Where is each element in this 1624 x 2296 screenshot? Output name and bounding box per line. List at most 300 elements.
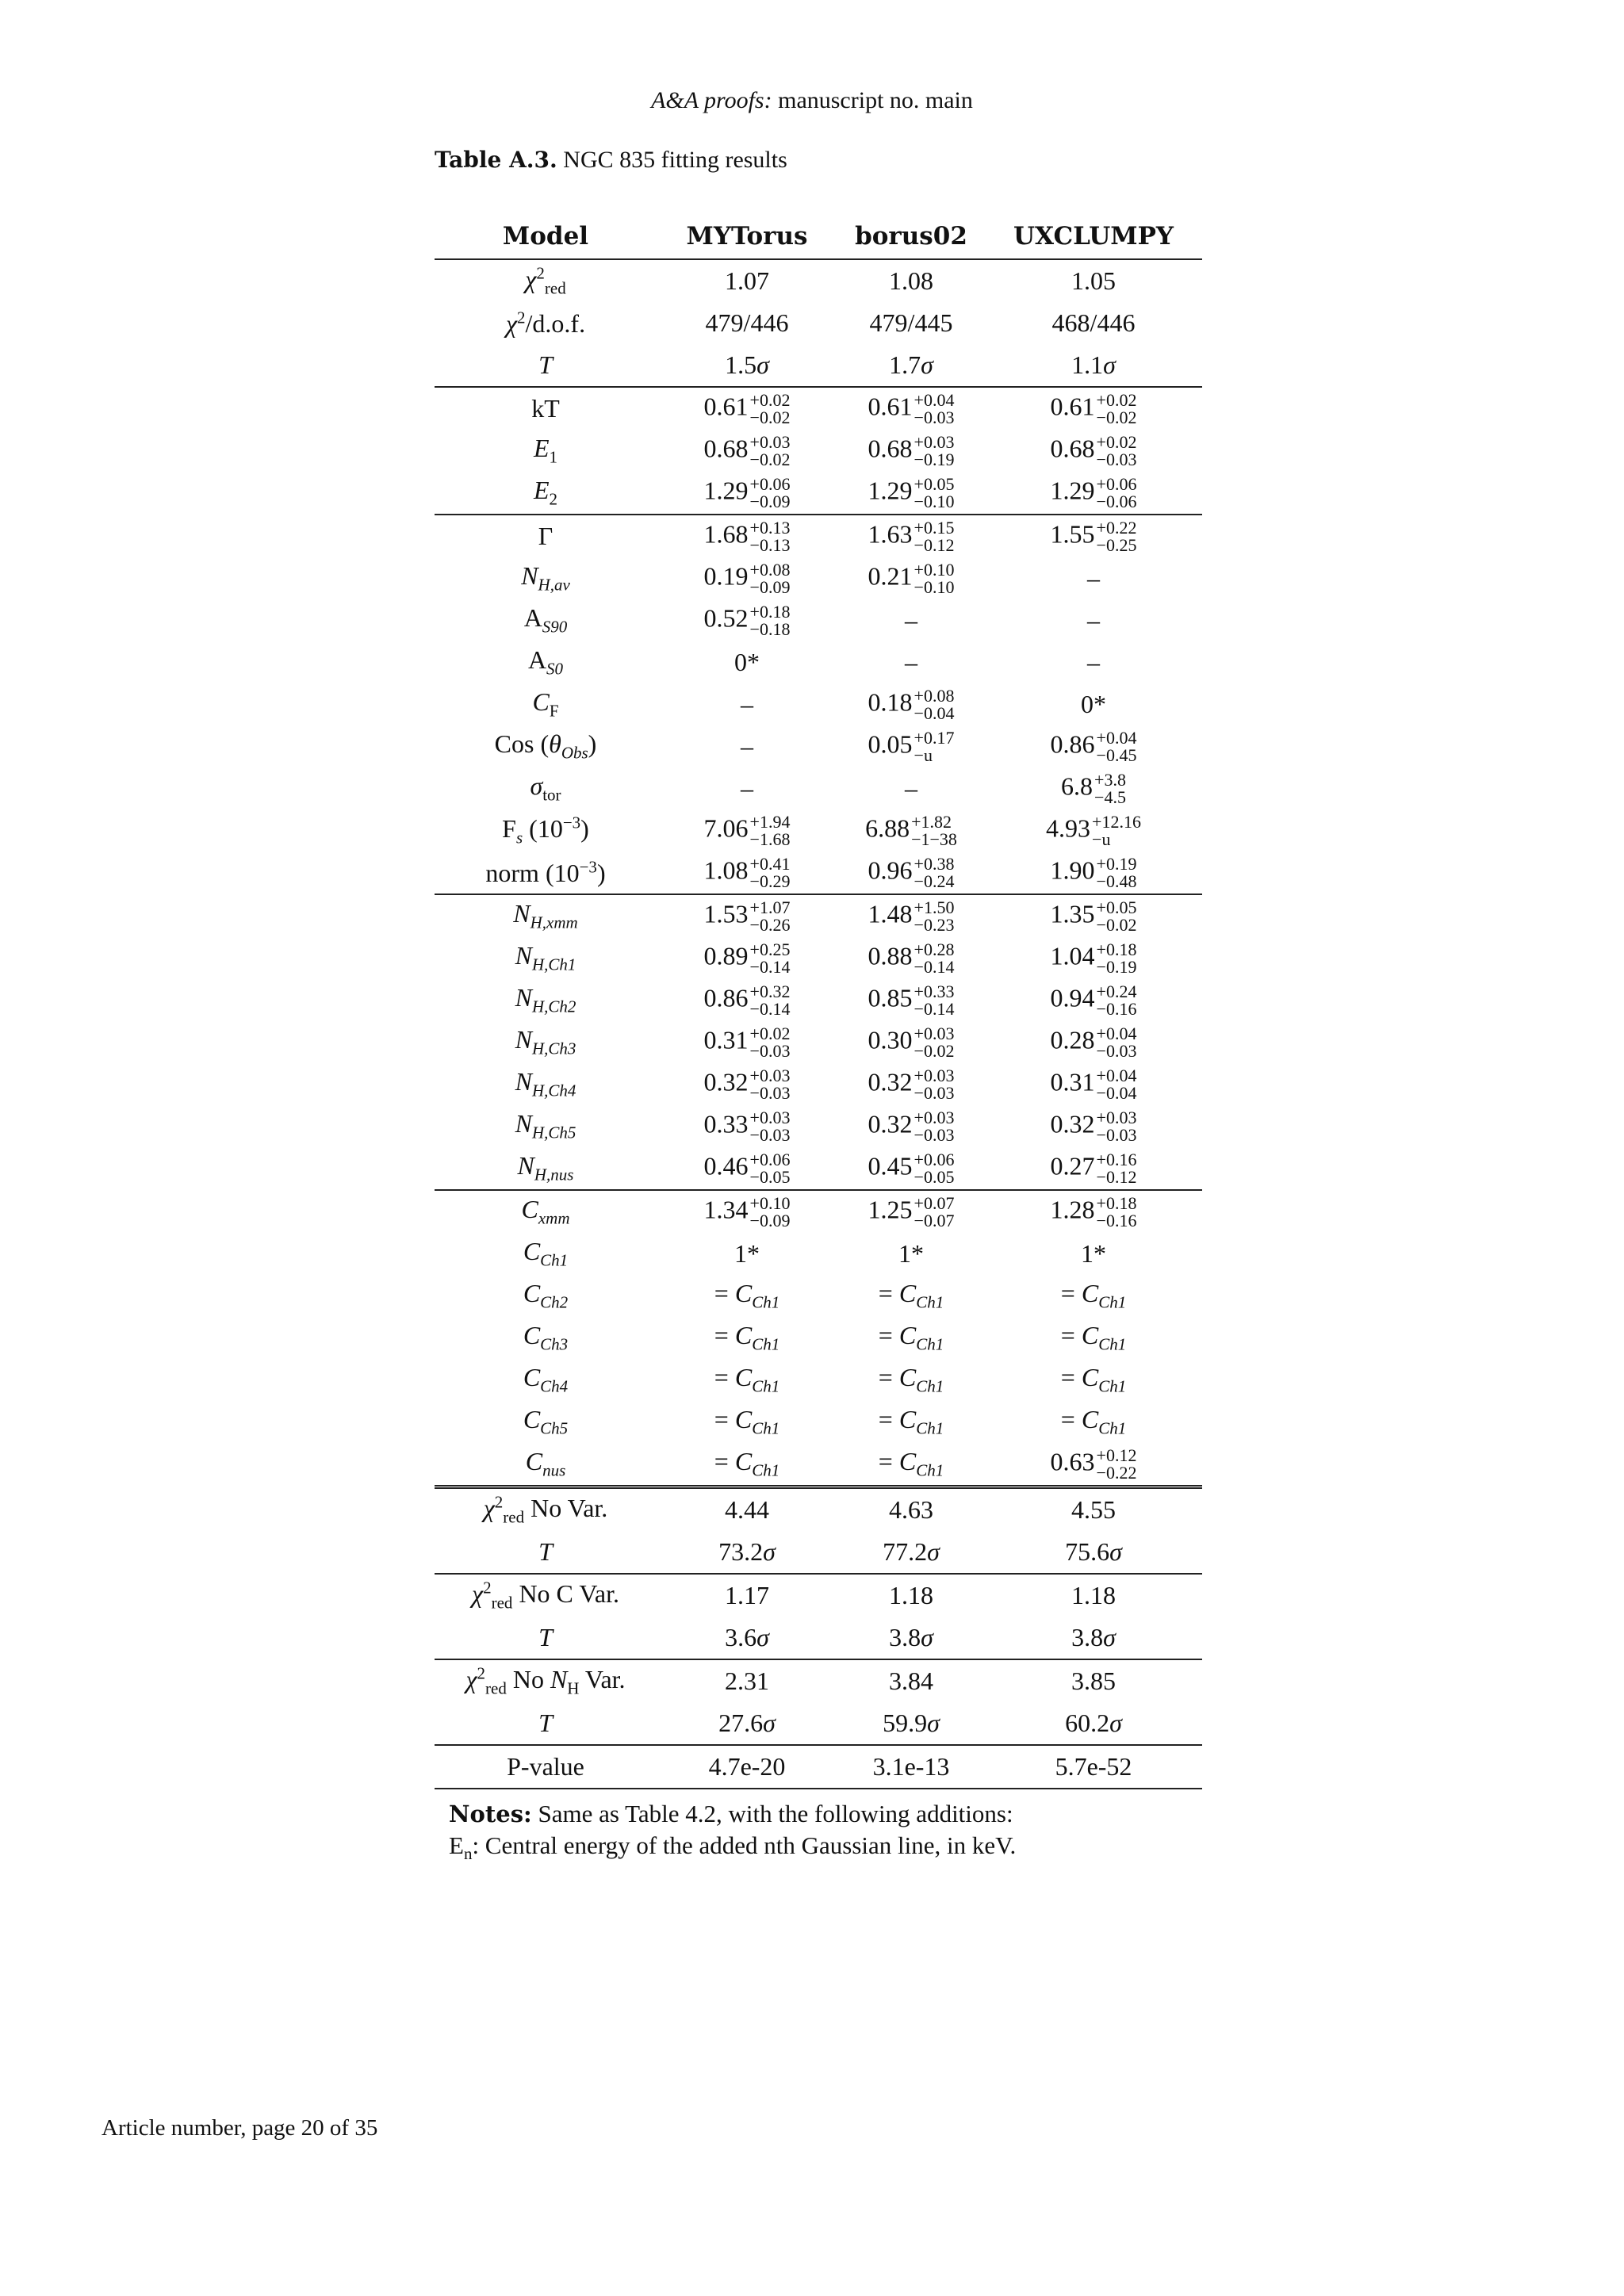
- value-with-errors: [868, 1025, 955, 1060]
- param-text: A: [523, 603, 542, 633]
- value-errors: [911, 813, 957, 848]
- value-base: 0.86: [1050, 729, 1095, 758]
- tied-subscript: Ch1: [752, 1376, 780, 1396]
- upper-error: +0.10: [749, 1192, 791, 1213]
- param-subscript: S90: [542, 617, 568, 637]
- param-text: No Var.: [524, 1494, 608, 1523]
- uxclumpy-cell: [985, 1317, 1202, 1359]
- value-text: –: [741, 732, 753, 760]
- lower-error: −u: [1092, 828, 1111, 849]
- value-errors: [1096, 473, 1137, 511]
- lower-error: −0.05: [749, 1166, 791, 1187]
- sigma-number: 27.6: [718, 1709, 764, 1737]
- table-row: [435, 1574, 1202, 1617]
- lower-error: −0.03: [749, 1082, 791, 1103]
- param-text: Cos (: [494, 729, 550, 759]
- param-label: [515, 983, 576, 1016]
- value-text: –: [741, 690, 753, 718]
- lower-error: −0.09: [749, 1210, 791, 1230]
- tied-symbol: C: [734, 1321, 753, 1350]
- value-errors: [1097, 899, 1137, 934]
- upper-error: +0.03: [914, 431, 955, 452]
- table-row: [435, 1147, 1202, 1190]
- mytorus-cell: [657, 1233, 837, 1275]
- upper-error: +0.06: [749, 1149, 791, 1169]
- param-subscript: H,Ch2: [531, 997, 576, 1016]
- lower-error: −0.12: [1096, 1166, 1137, 1187]
- value-errors: [914, 1109, 955, 1144]
- value-base: 0.52: [703, 603, 749, 632]
- param-superscript: 2: [494, 1492, 504, 1512]
- table-row: [435, 851, 1202, 894]
- tied-symbol: C: [898, 1447, 917, 1476]
- param-text: F: [502, 814, 516, 844]
- table-row: [435, 1617, 1202, 1659]
- table-row: [435, 937, 1202, 979]
- value-text: 479/446: [705, 308, 789, 337]
- value-text: –: [1087, 564, 1100, 592]
- equals-sign: =: [1060, 1279, 1082, 1308]
- tied-subscript: Ch1: [752, 1460, 780, 1480]
- tied-subscript: Ch1: [916, 1292, 944, 1312]
- value-errors: [914, 1067, 955, 1102]
- value-with-errors: [1050, 473, 1137, 511]
- notes-line-2: : Central energy of the added nth Gaussian line, in keV.: [472, 1831, 1017, 1859]
- sigma-symbol: σ: [763, 1537, 776, 1566]
- param-label: [506, 309, 585, 338]
- param-subscript: tor: [542, 785, 561, 805]
- value-errors: [914, 431, 955, 469]
- lower-error: −0.04: [1096, 1082, 1137, 1103]
- value-with-errors: [1051, 1109, 1137, 1144]
- upper-error: +0.07: [914, 1192, 955, 1213]
- borus02-cell: [837, 302, 985, 344]
- param-subscript: s: [515, 828, 523, 848]
- upper-error: +1.50: [914, 897, 955, 917]
- upper-error: +0.03: [749, 1065, 791, 1085]
- value-base: 1.29: [1050, 475, 1095, 504]
- borus02-cell: [837, 472, 985, 515]
- param-label: [515, 1109, 576, 1142]
- table-header-row: [435, 214, 1202, 259]
- sigma-value: [725, 1623, 769, 1651]
- param-cell: [435, 641, 657, 683]
- mytorus-cell: [657, 1021, 837, 1063]
- equals-sign: =: [878, 1447, 899, 1476]
- col-header-borus02: borus02: [837, 214, 985, 259]
- uxclumpy-cell: [985, 1063, 1202, 1105]
- value-text: 1.18: [1071, 1581, 1116, 1609]
- param-cell: [435, 302, 657, 344]
- uxclumpy-cell: [985, 809, 1202, 851]
- table-row: [435, 1063, 1202, 1105]
- tied-value: [1060, 1405, 1127, 1438]
- lower-error: −0.14: [914, 956, 955, 977]
- value-errors: [1096, 1192, 1137, 1230]
- value-errors: [1097, 941, 1137, 976]
- value-text: 4.44: [725, 1495, 769, 1524]
- lower-error: −4.5: [1094, 786, 1126, 807]
- value-errors: [914, 729, 955, 764]
- lower-error: −0.10: [914, 491, 955, 511]
- param-symbol: C: [523, 1237, 541, 1266]
- upper-error: +0.04: [1096, 1023, 1137, 1043]
- mytorus-cell: [657, 851, 837, 894]
- borus02-cell: [837, 259, 985, 302]
- sigma-value: [725, 350, 769, 379]
- uxclumpy-cell: [985, 979, 1202, 1021]
- value-with-errors: [868, 473, 955, 511]
- value-base: 0.94: [1050, 982, 1095, 1012]
- page-footer: Article number, page 20 of 35: [102, 2115, 378, 2141]
- param-label: [523, 603, 568, 637]
- value-with-errors: [868, 983, 955, 1018]
- param-cell: [435, 1359, 657, 1401]
- param-text: P-value: [507, 1752, 584, 1781]
- mytorus-cell: [657, 683, 837, 725]
- value-with-errors: [704, 519, 791, 554]
- lower-error: −1.68: [749, 828, 791, 849]
- upper-error: +0.19: [1096, 853, 1137, 874]
- table-row: [435, 1021, 1202, 1063]
- param-cell: [435, 1659, 657, 1702]
- param-subscript: Obs: [561, 743, 588, 763]
- value-base: 1.28: [1050, 1194, 1095, 1223]
- table-row: [435, 809, 1202, 851]
- param-text: Γ: [538, 522, 553, 550]
- uxclumpy-cell: [985, 1745, 1202, 1789]
- value-base: 0.31: [703, 1024, 749, 1054]
- upper-error: +0.15: [914, 517, 955, 538]
- tied-value: [714, 1363, 780, 1396]
- param-subscript: xmm: [538, 1208, 570, 1228]
- param-text: ): [580, 814, 589, 844]
- value-text: –: [905, 774, 917, 802]
- value-base: 0.32: [1050, 1108, 1095, 1138]
- sigma-number: 3.6: [725, 1623, 757, 1651]
- param-text: No: [506, 1665, 550, 1694]
- value-text: 1.07: [725, 266, 769, 295]
- param-label: [525, 263, 566, 298]
- value-errors: [750, 603, 791, 638]
- param-symbol: C: [523, 1405, 541, 1434]
- value-errors: [1092, 813, 1141, 848]
- value-with-errors: [1050, 431, 1137, 469]
- value-with-errors: [704, 603, 791, 638]
- sigma-number: 1.5: [725, 350, 757, 379]
- param-symbol: θ: [549, 729, 561, 759]
- table-row: [435, 1443, 1202, 1487]
- mytorus-cell: [657, 472, 837, 515]
- value-base: 1.35: [1050, 898, 1095, 928]
- mytorus-cell: [657, 387, 837, 430]
- table-notes: [449, 1798, 1016, 1869]
- value-errors: [749, 431, 791, 469]
- upper-error: +0.04: [914, 389, 955, 410]
- col-header-uxclumpy: UXCLUMPY: [985, 214, 1202, 259]
- value-text: 4.55: [1071, 1495, 1116, 1524]
- borus02-cell: [837, 1487, 985, 1532]
- upper-error: +0.03: [749, 1107, 791, 1127]
- mytorus-cell: [657, 641, 837, 683]
- table-row: [435, 683, 1202, 725]
- param-cell: [435, 387, 657, 430]
- value-with-errors: [1051, 899, 1137, 934]
- param-text: (10: [523, 814, 563, 844]
- borus02-cell: [837, 1105, 985, 1147]
- uxclumpy-cell: [985, 1359, 1202, 1401]
- value-base: 1.48: [868, 898, 913, 928]
- borus02-cell: [837, 344, 985, 387]
- value-errors: [1097, 855, 1137, 890]
- value-errors: [1094, 771, 1126, 806]
- param-text: norm (10: [485, 858, 580, 887]
- param-cell: [435, 1063, 657, 1105]
- chi-symbol: χ: [483, 1494, 495, 1523]
- equals-sign: =: [1060, 1321, 1082, 1350]
- value-errors: [750, 899, 791, 934]
- value-text: 2.31: [725, 1667, 769, 1695]
- param-symbol: E: [533, 476, 550, 505]
- value-errors: [1097, 1067, 1137, 1102]
- lower-error: −0.02: [1096, 914, 1137, 935]
- value-base: 1.68: [703, 519, 749, 548]
- uxclumpy-cell: [985, 894, 1202, 937]
- param-symbol: C: [523, 1321, 541, 1350]
- param-label: [483, 1492, 608, 1527]
- table-title: NGC 835 fitting results: [563, 147, 787, 173]
- tied-value: [714, 1321, 780, 1354]
- param-cell: [435, 1574, 657, 1617]
- table-row: [435, 1317, 1202, 1359]
- equals-sign: =: [1060, 1363, 1082, 1392]
- mytorus-cell: [657, 599, 837, 641]
- value-errors: [1097, 983, 1137, 1018]
- value-base: 0.46: [703, 1150, 749, 1180]
- value-base: 0.68: [1050, 433, 1095, 462]
- sigma-value: [718, 1537, 776, 1566]
- value-text: 3.84: [889, 1667, 933, 1695]
- value-errors: [914, 389, 955, 427]
- param-symbol: N: [550, 1665, 568, 1694]
- value-with-errors: [868, 1067, 955, 1102]
- param-symbol: C: [523, 1279, 541, 1308]
- uxclumpy-cell: [985, 1021, 1202, 1063]
- upper-error: +0.32: [749, 981, 791, 1001]
- value-base: 0.32: [868, 1108, 913, 1138]
- value-with-errors: [868, 899, 955, 934]
- tied-symbol: C: [1081, 1321, 1099, 1350]
- value-errors: [914, 1151, 955, 1186]
- table-row: [435, 1487, 1202, 1532]
- uxclumpy-cell: [985, 683, 1202, 725]
- param-superscript: 2: [517, 308, 526, 327]
- value-text: 4.63: [889, 1495, 933, 1524]
- lower-error: −0.23: [914, 914, 955, 935]
- tied-value: [878, 1447, 944, 1480]
- borus02-cell: [837, 599, 985, 641]
- equals-sign: =: [878, 1363, 899, 1392]
- param-label: [538, 1537, 553, 1566]
- upper-error: +1.82: [911, 811, 952, 832]
- lower-error: −0.16: [1096, 1210, 1137, 1230]
- value-errors: [1097, 1109, 1137, 1144]
- lower-error: −0.02: [914, 1040, 955, 1061]
- param-cell: [435, 430, 657, 472]
- uxclumpy-cell: [985, 1702, 1202, 1745]
- param-subscript: S0: [546, 659, 564, 679]
- param-cell: [435, 1401, 657, 1443]
- tied-symbol: C: [734, 1405, 753, 1434]
- upper-error: +0.08: [914, 685, 955, 706]
- uxclumpy-cell: [985, 1659, 1202, 1702]
- param-label: [465, 1663, 626, 1698]
- value-base: 0.05: [868, 729, 913, 758]
- lower-error: −0.02: [749, 449, 791, 469]
- value-base: 0.31: [1050, 1066, 1095, 1096]
- value-errors: [750, 941, 791, 976]
- param-subscript: Ch4: [540, 1376, 569, 1396]
- borus02-cell: [837, 725, 985, 767]
- value-with-errors: [703, 389, 791, 427]
- value-with-errors: [1051, 1067, 1137, 1102]
- mytorus-cell: [657, 557, 837, 599]
- uxclumpy-cell: [985, 1190, 1202, 1233]
- sigma-value: [883, 1709, 940, 1737]
- lower-error: −0.25: [1096, 534, 1137, 555]
- sigma-number: 75.6: [1065, 1537, 1110, 1566]
- param-cell: [435, 1531, 657, 1574]
- param-cell: [435, 515, 657, 557]
- upper-error: +1.07: [749, 897, 791, 917]
- param-label: [527, 645, 564, 679]
- mytorus-cell: [657, 515, 837, 557]
- param-superscript: 2: [483, 1578, 492, 1598]
- param-symbol: N: [521, 561, 538, 591]
- param-label: [523, 1405, 569, 1438]
- upper-error: +0.04: [1096, 727, 1137, 748]
- uxclumpy-cell: [985, 937, 1202, 979]
- value-errors: [914, 1025, 955, 1060]
- borus02-cell: [837, 1147, 985, 1190]
- param-subscript: H,Ch3: [531, 1039, 576, 1058]
- param-subscript: H,av: [538, 575, 570, 595]
- table-caption: [435, 147, 787, 174]
- chi-symbol: χ: [505, 308, 518, 338]
- value-base: 0.45: [868, 1150, 913, 1180]
- chi-symbol: χ: [472, 1579, 484, 1609]
- upper-error: +0.41: [749, 853, 791, 874]
- value-base: 6.8: [1061, 771, 1094, 800]
- value-base: 0.61: [868, 391, 913, 420]
- uxclumpy-cell: [985, 599, 1202, 641]
- tied-value: [878, 1279, 944, 1312]
- upper-error: +0.02: [1096, 431, 1137, 452]
- mytorus-cell: [657, 259, 837, 302]
- value-errors: [914, 687, 955, 722]
- notes-symbol: E: [449, 1831, 464, 1859]
- upper-error: +0.17: [914, 727, 955, 748]
- tied-symbol: C: [898, 1363, 917, 1392]
- value-base: 1.04: [1050, 940, 1095, 970]
- param-subscript: Ch5: [540, 1418, 569, 1438]
- upper-error: +0.13: [749, 517, 791, 538]
- value-base: 0.61: [703, 391, 749, 420]
- borus02-cell: [837, 515, 985, 557]
- value-errors: [1097, 1151, 1137, 1186]
- param-superscript: −3: [579, 857, 597, 877]
- value-text: 1*: [898, 1239, 924, 1268]
- param-label: [515, 941, 576, 974]
- value-with-errors: [704, 983, 791, 1018]
- sigma-value: [1065, 1709, 1122, 1737]
- borus02-cell: [837, 683, 985, 725]
- tied-value: [878, 1321, 944, 1354]
- borus02-cell: [837, 387, 985, 430]
- value-with-errors: [704, 813, 791, 848]
- param-cell: [435, 1617, 657, 1659]
- value-with-errors: [868, 561, 955, 596]
- param-subscript: H,Ch5: [531, 1123, 576, 1142]
- sigma-symbol: σ: [1109, 1537, 1122, 1566]
- col-header-model: Model: [435, 214, 657, 259]
- param-cell: [435, 344, 657, 387]
- upper-error: +0.06: [1096, 473, 1137, 494]
- tied-symbol: C: [1081, 1405, 1099, 1434]
- borus02-cell: [837, 1063, 985, 1105]
- uxclumpy-cell: [985, 344, 1202, 387]
- borus02-cell: [837, 1021, 985, 1063]
- value-base: 0.68: [703, 433, 749, 462]
- param-symbol: N: [515, 1109, 532, 1138]
- tied-subscript: Ch1: [752, 1418, 780, 1438]
- value-with-errors: [868, 855, 955, 890]
- value-text: 1.05: [1071, 266, 1116, 295]
- value-base: 1.53: [703, 898, 749, 928]
- value-errors: [914, 941, 955, 976]
- param-symbol: E: [533, 434, 550, 463]
- value-text: 468/446: [1051, 308, 1136, 337]
- value-errors: [750, 1067, 791, 1102]
- sigma-symbol: σ: [921, 350, 933, 379]
- value-with-errors: [868, 941, 955, 976]
- borus02-cell: [837, 1617, 985, 1659]
- sigma-symbol: σ: [756, 1623, 769, 1651]
- upper-error: +0.03: [914, 1065, 955, 1085]
- upper-error: +12.16: [1092, 811, 1141, 832]
- param-label: [533, 434, 558, 467]
- value-base: 0.68: [868, 433, 913, 462]
- value-base: 0.89: [703, 940, 749, 970]
- param-cell: [435, 1021, 657, 1063]
- uxclumpy-cell: [985, 430, 1202, 472]
- param-symbol: N: [515, 1025, 532, 1054]
- tied-symbol: C: [734, 1447, 753, 1476]
- value-base: 1.29: [868, 475, 913, 504]
- value-with-errors: [1050, 1192, 1137, 1230]
- value-with-errors: [1051, 855, 1137, 890]
- uxclumpy-cell: [985, 1233, 1202, 1275]
- upper-error: +0.03: [749, 431, 791, 452]
- upper-error: +0.02: [749, 1023, 791, 1043]
- tied-subscript: Ch1: [752, 1334, 780, 1354]
- value-with-errors: [703, 473, 791, 511]
- value-text: 479/445: [869, 308, 953, 337]
- uxclumpy-cell: [985, 557, 1202, 599]
- param-subscript: 1: [549, 447, 558, 467]
- tied-value: [714, 1447, 780, 1480]
- lower-error: −0.48: [1096, 871, 1137, 891]
